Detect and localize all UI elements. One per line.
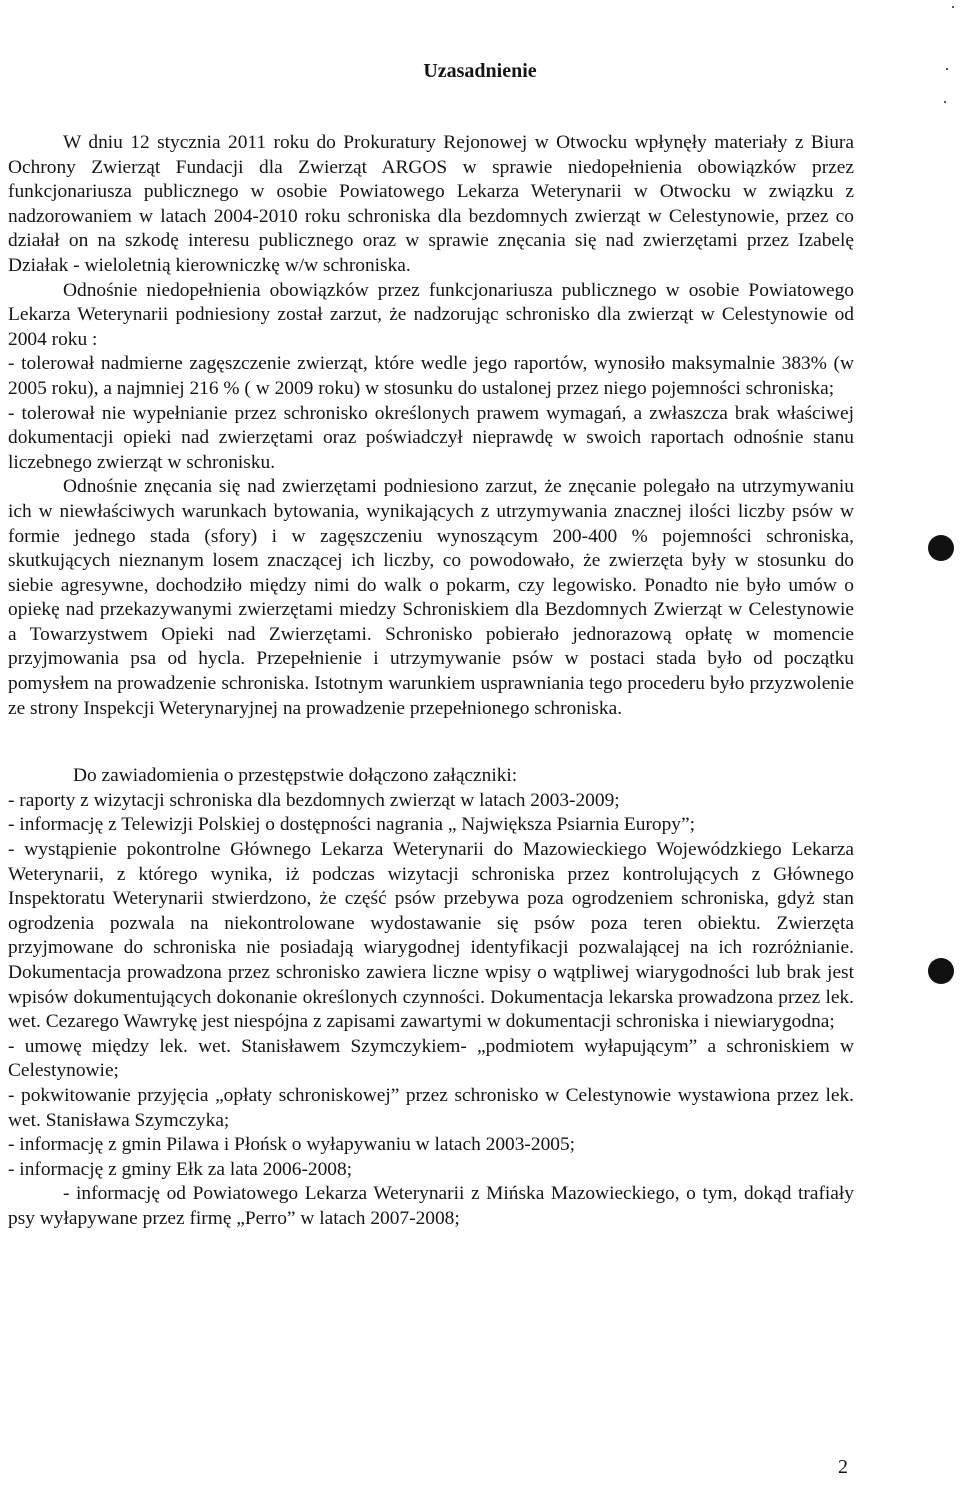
- attachment-item: - informację od Powiatowego Lekarza Weterynarii z Mińska Mazowieckiego, o tym, dokąd trafiały psy wyłapywane przez firmę „Perro” w latach 2007-2008;: [8, 1183, 854, 1229]
- scan-speck: [946, 68, 948, 70]
- punch-hole-mark: [928, 535, 954, 561]
- paragraph-attachments-intro: Do zawiadomienia o przestępstwie dołączono załączniki:: [73, 765, 518, 787]
- attachment-item: - pokwitowanie przyjęcia „opłaty schroniskowej” przez schronisko w Celestynowie wystawiona przez lek. wet. Stanisława Szymczyka;: [8, 1084, 854, 1131]
- attachment-item: - informację z gminy Ełk za lata 2006-2008;: [8, 1158, 353, 1180]
- paragraph-intro: W dniu 12 stycznia 2011 roku do Prokuratury Rejonowej w Otwocku wpłynęły materiały z Biura Ochrony Zwierząt Fundacji dla Zwierząt ARGOS w sprawie niedopełnienia obowiązków przez funkcjonariusza publicznego w osobie Powiatowego Lekarza Weterynarii w Otwocku w związku z nadzorowaniem w latach 2004-2010 roku schroniska dla bezdomnych zwierząt w Celestynowie, przez co działał on na szkodę interesu publicznego oraz w sprawie znęcania się nad zwierzętami przez Izabelę Działak - wieloletnią kierowniczkę w/w schroniska.: [8, 132, 854, 276]
- attachment-item: - informację z gmin Pilawa i Płońsk o wyłapywaniu w latach 2003-2005;: [8, 1134, 576, 1156]
- document-body: [8, 131, 854, 1232]
- attachment-item: - informację z Telewizji Polskiej o dostępności nagrania „ Największa Psiarnia Europy”;: [8, 814, 695, 836]
- paragraph-charge-cruelty: Odnośnie znęcania się nad zwierzętami podniesiono zarzut, że znęcanie polegało na utrzymywaniu ich w niewłaściwych warunkach bytowania, wynikających z utrzymywania znacznej ilości liczby psów w formie jednego stada (sfory) i w zagęszczeniu wynoszącym 200-400 % pojemności schroniska, skutkujących nieznanym losem znaczącej ich liczby, co powodowało, że zwierzęta były w stosunku do siebie agresywne, dochodziło między nimi do walk o pokarm, czy legowisko. Ponadto nie było umów o opiekę nad przekazywanymi zwierzętami miedzy Schroniskiem dla Bezdomnych Zwierząt w Celestynowie a Towarzystwem Opieki nad Zwierzętami. Schronisko pobierało jednorazową opłatę w momencie przyjmowania psa od hycla. Przepełnienie i utrzymywanie psów w postaci stada było od początku pomysłem na prowadzenie schroniska. Istotnym warunkiem usprawniania tego procederu było przyzwolenie ze strony Inspekcji Weterynaryjnej na prowadzenie przepełnionego schroniska.: [8, 476, 854, 719]
- punch-hole-mark: [928, 958, 954, 984]
- charge-item-density: - tolerował nadmierne zagęszczenie zwierząt, które wedle jego raportów, wynosiło maksymalnie 383% (w 2005 roku), a najmniej 216 % ( w 2009 roku) w stosunku do ustalonej przez niego pojemności schroniska;: [8, 353, 854, 399]
- paragraph-charge-official: Odnośnie niedopełnienia obowiązków przez funkcjonariusza publicznego w osobie Powiatowego Lekarza Weterynarii podniesiony został zarzut, że nadzorując schronisko dla zwierząt w Celestynowie od 2004 roku :: [8, 279, 854, 350]
- scan-speck: [944, 101, 946, 103]
- paragraph-gap: [8, 721, 854, 764]
- document-title: Uzasadnienie: [423, 60, 537, 82]
- attachment-item: - wystąpienie pokontrolne Głównego Lekarza Weterynarii do Mazowieckiego Wojewódzkiego Lekarza Weterynarii, z którego wynika, iż podczas wizytacji schroniska przez kontrolujących z Głównego Inspektoratu Weterynarii stwierdzono, że część psów przebywa poza ogrodzeniem schroniska, gdyż stan ogrodzenia pozwala na niekontrolowane wydostawanie się psów poza teren obiektu. Zwierzęta przyjmowane do schroniska nie posiadają wiarygodnej identyfikacji pozwalającej na ich rozróżnianie. Dokumentacja prowadzona przez schronisko zawiera liczne wpisy o wątpliwej wiarygodności lub brak jest wpisów dokumentujących dokonanie określonych czynności. Dokumentacja lekarska prowadzona przez lek. wet. Cezarego Wawrykę jest niespójna z zapisami zawartymi w dokumentacji schroniska i niewiarygodna;: [8, 839, 854, 1033]
- charge-item-requirements: - tolerował nie wypełnianie przez schronisko określonych prawem wymagań, a zwłaszcza brak właściwej dokumentacji opieki nad zwierzętami oraz poświadczył nieprawdę w swoich raportach odnośnie stanu liczebnego zwierząt w schronisku.: [8, 402, 854, 473]
- page-number: 2: [838, 1456, 848, 1478]
- attachment-item: - raporty z wizytacji schroniska dla bezdomnych zwierząt w latach 2003-2009;: [8, 789, 620, 811]
- attachment-item: - umowę między lek. wet. Stanisławem Szymczykiem- „podmiotem wyłapującym” a schroniskiem w Celestynowie;: [8, 1035, 854, 1082]
- scan-speck: [952, 6, 954, 8]
